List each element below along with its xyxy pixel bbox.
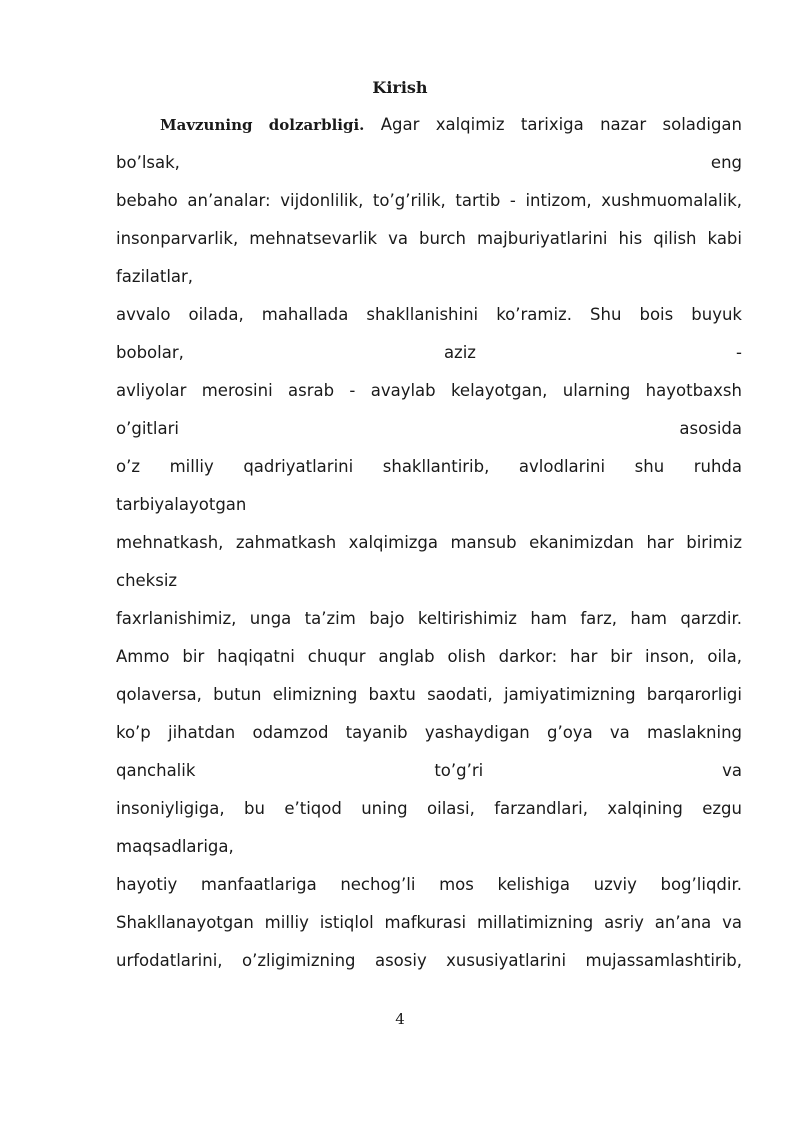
body-line: qanchalik to’g’ri va bbox=[116, 761, 742, 780]
body-text bbox=[116, 106, 742, 980]
body-line: insonparvarlik, mehnatsevarlik va burch majburiyatlarini his qilish kabi bbox=[116, 229, 742, 248]
body-line: avliyolar merosini asrab - avaylab kelayotgan, ularning hayotbaxsh bbox=[116, 381, 742, 400]
body-line: o’gitlari asosida bbox=[116, 419, 742, 438]
body-line: faxrlanishimiz, unga ta’zim bajo keltirishimiz ham farz, ham qarzdir. bbox=[116, 609, 742, 628]
body-line: bebaho an’analar: vijdonlilik, to’g’rilik, tartib - intizom, xushmuomalalik, bbox=[116, 191, 742, 210]
section-title: Kirish bbox=[372, 78, 428, 97]
body-line: qolaversa, butun elimizning baxtu saodati, jamiyatimizning barqarorligi bbox=[116, 685, 742, 704]
body-line: fazilatlar, bbox=[116, 267, 194, 286]
lead-label: Mavzuning dolzarbligi. bbox=[160, 116, 365, 134]
body-line: Ammo bir haqiqatni chuqur anglab olish darkor: har bir inson, oila, bbox=[116, 647, 742, 666]
body-line: Mavzuning dolzarbligi. Agar xalqimiz tarixiga nazar soladigan bbox=[160, 115, 742, 134]
page-number: 4 bbox=[395, 1010, 405, 1028]
body-line: Shakllanayotgan milliy istiqlol mafkurasi millatimizning asriy an’ana va bbox=[116, 913, 742, 932]
body-line: hayotiy manfaatlariga nechog’li mos kelishiga uzviy bog’liqdir. bbox=[116, 875, 742, 894]
body-line: urfodatlarini, o’zligimizning asosiy xususiyatlarini mujassamlashtirib, bbox=[116, 951, 742, 970]
body-line: insoniyligiga, bu e’tiqod uning oilasi, farzandlari, xalqining ezgu bbox=[116, 799, 742, 818]
body-line: o’z milliy qadriyatlarini shakllantirib, avlodlarini shu ruhda bbox=[116, 457, 742, 476]
body-line: mehnatkash, zahmatkash xalqimizga mansub ekanimizdan har birimiz bbox=[116, 533, 742, 552]
body-line: bo’lsak, eng bbox=[116, 153, 742, 172]
body-line: cheksiz bbox=[116, 571, 178, 590]
body-line: maqsadlariga, bbox=[116, 837, 234, 856]
body-line: tarbiyalayotgan bbox=[116, 495, 247, 514]
body-line: ko’p jihatdan odamzod tayanib yashaydigan g’oya va maslakning bbox=[116, 723, 742, 742]
body-line: bobolar, aziz - bbox=[116, 343, 742, 362]
body-line: avvalo oilada, mahallada shakllanishini ko’ramiz. Shu bois buyuk bbox=[116, 305, 742, 324]
